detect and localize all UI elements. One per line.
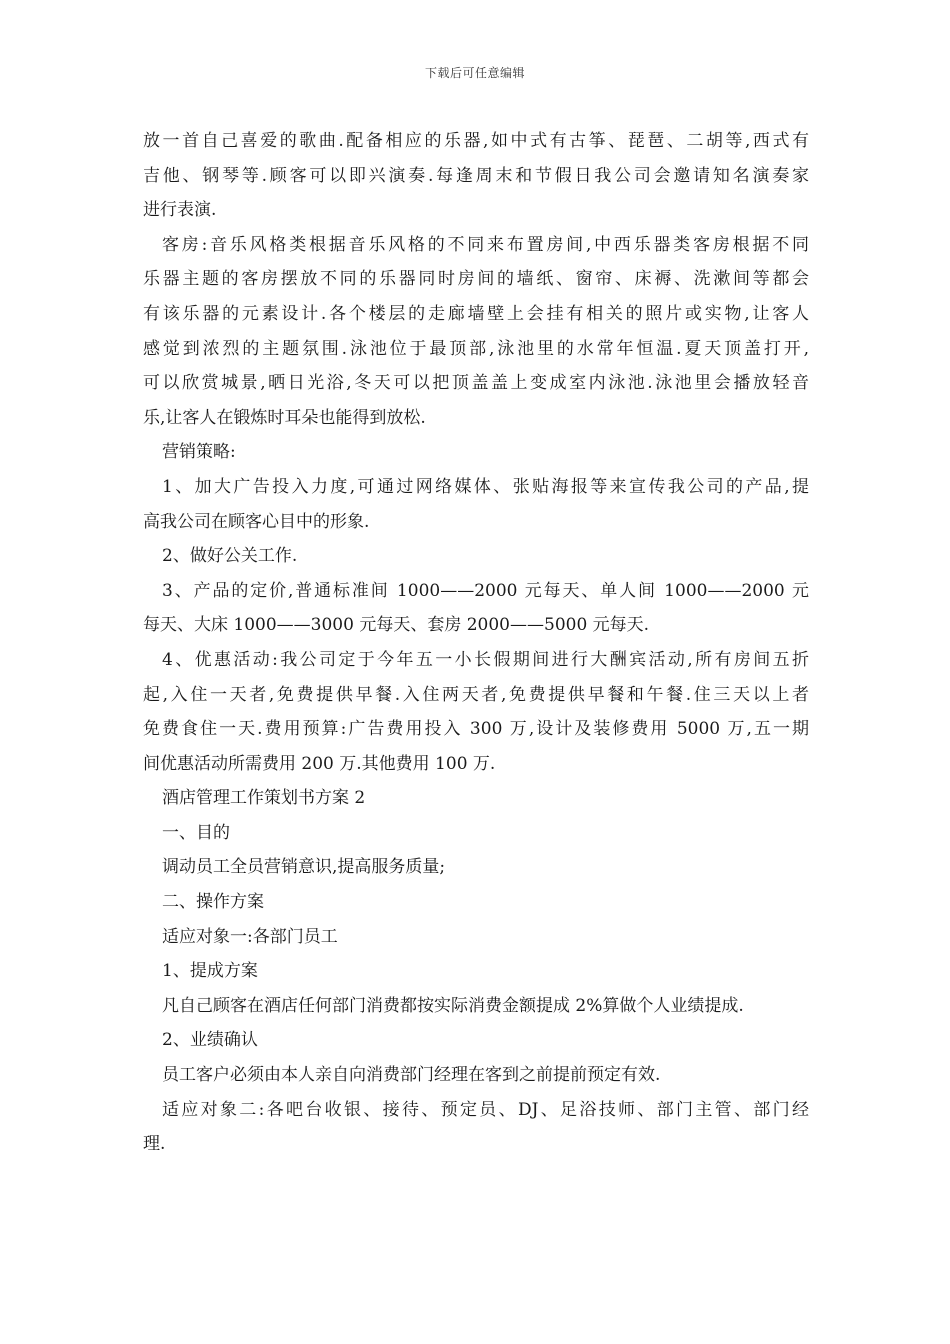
text-line: 一、目的 <box>162 822 230 843</box>
text-line: 适应对象二:各吧台收银、接待、预定员、DJ、足浴技师、部门主管、部门经 <box>162 1099 809 1120</box>
text-line: 1、加大广告投入力度,可通过网络媒体、张贴海报等来宣传我公司的产品,提 <box>162 476 809 497</box>
text-line: 有该乐器的元素设计.各个楼层的走廊墙壁上会挂有相关的照片或实物,让客人 <box>143 303 809 324</box>
text-line: 酒店管理工作策划书方案 2 <box>162 788 366 809</box>
text-line: 2、做好公关工作. <box>162 546 298 567</box>
text-line: 凡自己顾客在酒店任何部门消费都按实际消费金额提成 2%算做个人业绩提成. <box>162 995 744 1016</box>
document-body <box>143 124 809 1162</box>
text-line: 员工客户必须由本人亲自向消费部门经理在客到之前提前预定有效. <box>162 1065 661 1086</box>
text-line: 可以欣赏城景,晒日光浴,冬天可以把顶盖盖上变成室内泳池.泳池里会播放轻音 <box>143 373 809 394</box>
text-line: 理. <box>143 1134 166 1155</box>
text-line: 客房:音乐风格类根据音乐风格的不同来布置房间,中西乐器类客房根据不同 <box>162 234 809 255</box>
text-line: 乐器主题的客房摆放不同的乐器同时房间的墙纸、窗帘、床褥、洗漱间等都会 <box>143 269 809 290</box>
text-line: 高我公司在顾客心目中的形象. <box>143 511 370 532</box>
text-line: 免费食住一天.费用预算:广告费用投入 300 万,设计及装修费用 5000 万,五一期 <box>143 719 809 740</box>
page-header-note: 下载后可任意编辑 <box>424 66 525 80</box>
text-line: 3、产品的定价,普通标准间 1000——2000 元每天、单人间 1000——2000 元 <box>162 580 809 601</box>
text-line: 调动员工全员营销意识,提高服务质量; <box>162 857 446 878</box>
text-line: 4、优惠活动:我公司定于今年五一小长假期间进行大酬宾活动,所有房间五折 <box>162 649 809 670</box>
text-line: 每天、大床 1000——3000 元每天、套房 2000——5000 元每天. <box>143 615 650 636</box>
text-line: 适应对象一:各部门员工 <box>162 926 338 947</box>
text-line: 乐,让客人在锻炼时耳朵也能得到放松. <box>143 407 426 428</box>
text-line: 感觉到浓烈的主题氛围.泳池位于最顶部,泳池里的水常年恒温.夏天顶盖打开, <box>143 338 809 359</box>
text-line: 营销策略: <box>162 442 236 463</box>
text-line: 进行表演. <box>143 200 217 221</box>
text-line: 2、业绩确认 <box>162 1030 258 1051</box>
text-line: 1、提成方案 <box>162 961 258 982</box>
text-line: 放一首自己喜爱的歌曲.配备相应的乐器,如中式有古筝、琵琶、二胡等,西式有 <box>143 131 809 151</box>
text-line: 吉他、钢琴等.顾客可以即兴演奏.每逢周末和节假日我公司会邀请知名演奏家 <box>143 165 809 186</box>
text-line: 间优惠活动所需费用 200 万.其他费用 100 万. <box>143 753 496 774</box>
text-line: 起,入住一天者,免费提供早餐.入住两天者,免费提供早餐和午餐.住三天以上者 <box>143 684 809 705</box>
text-line: 二、操作方案 <box>162 892 264 913</box>
